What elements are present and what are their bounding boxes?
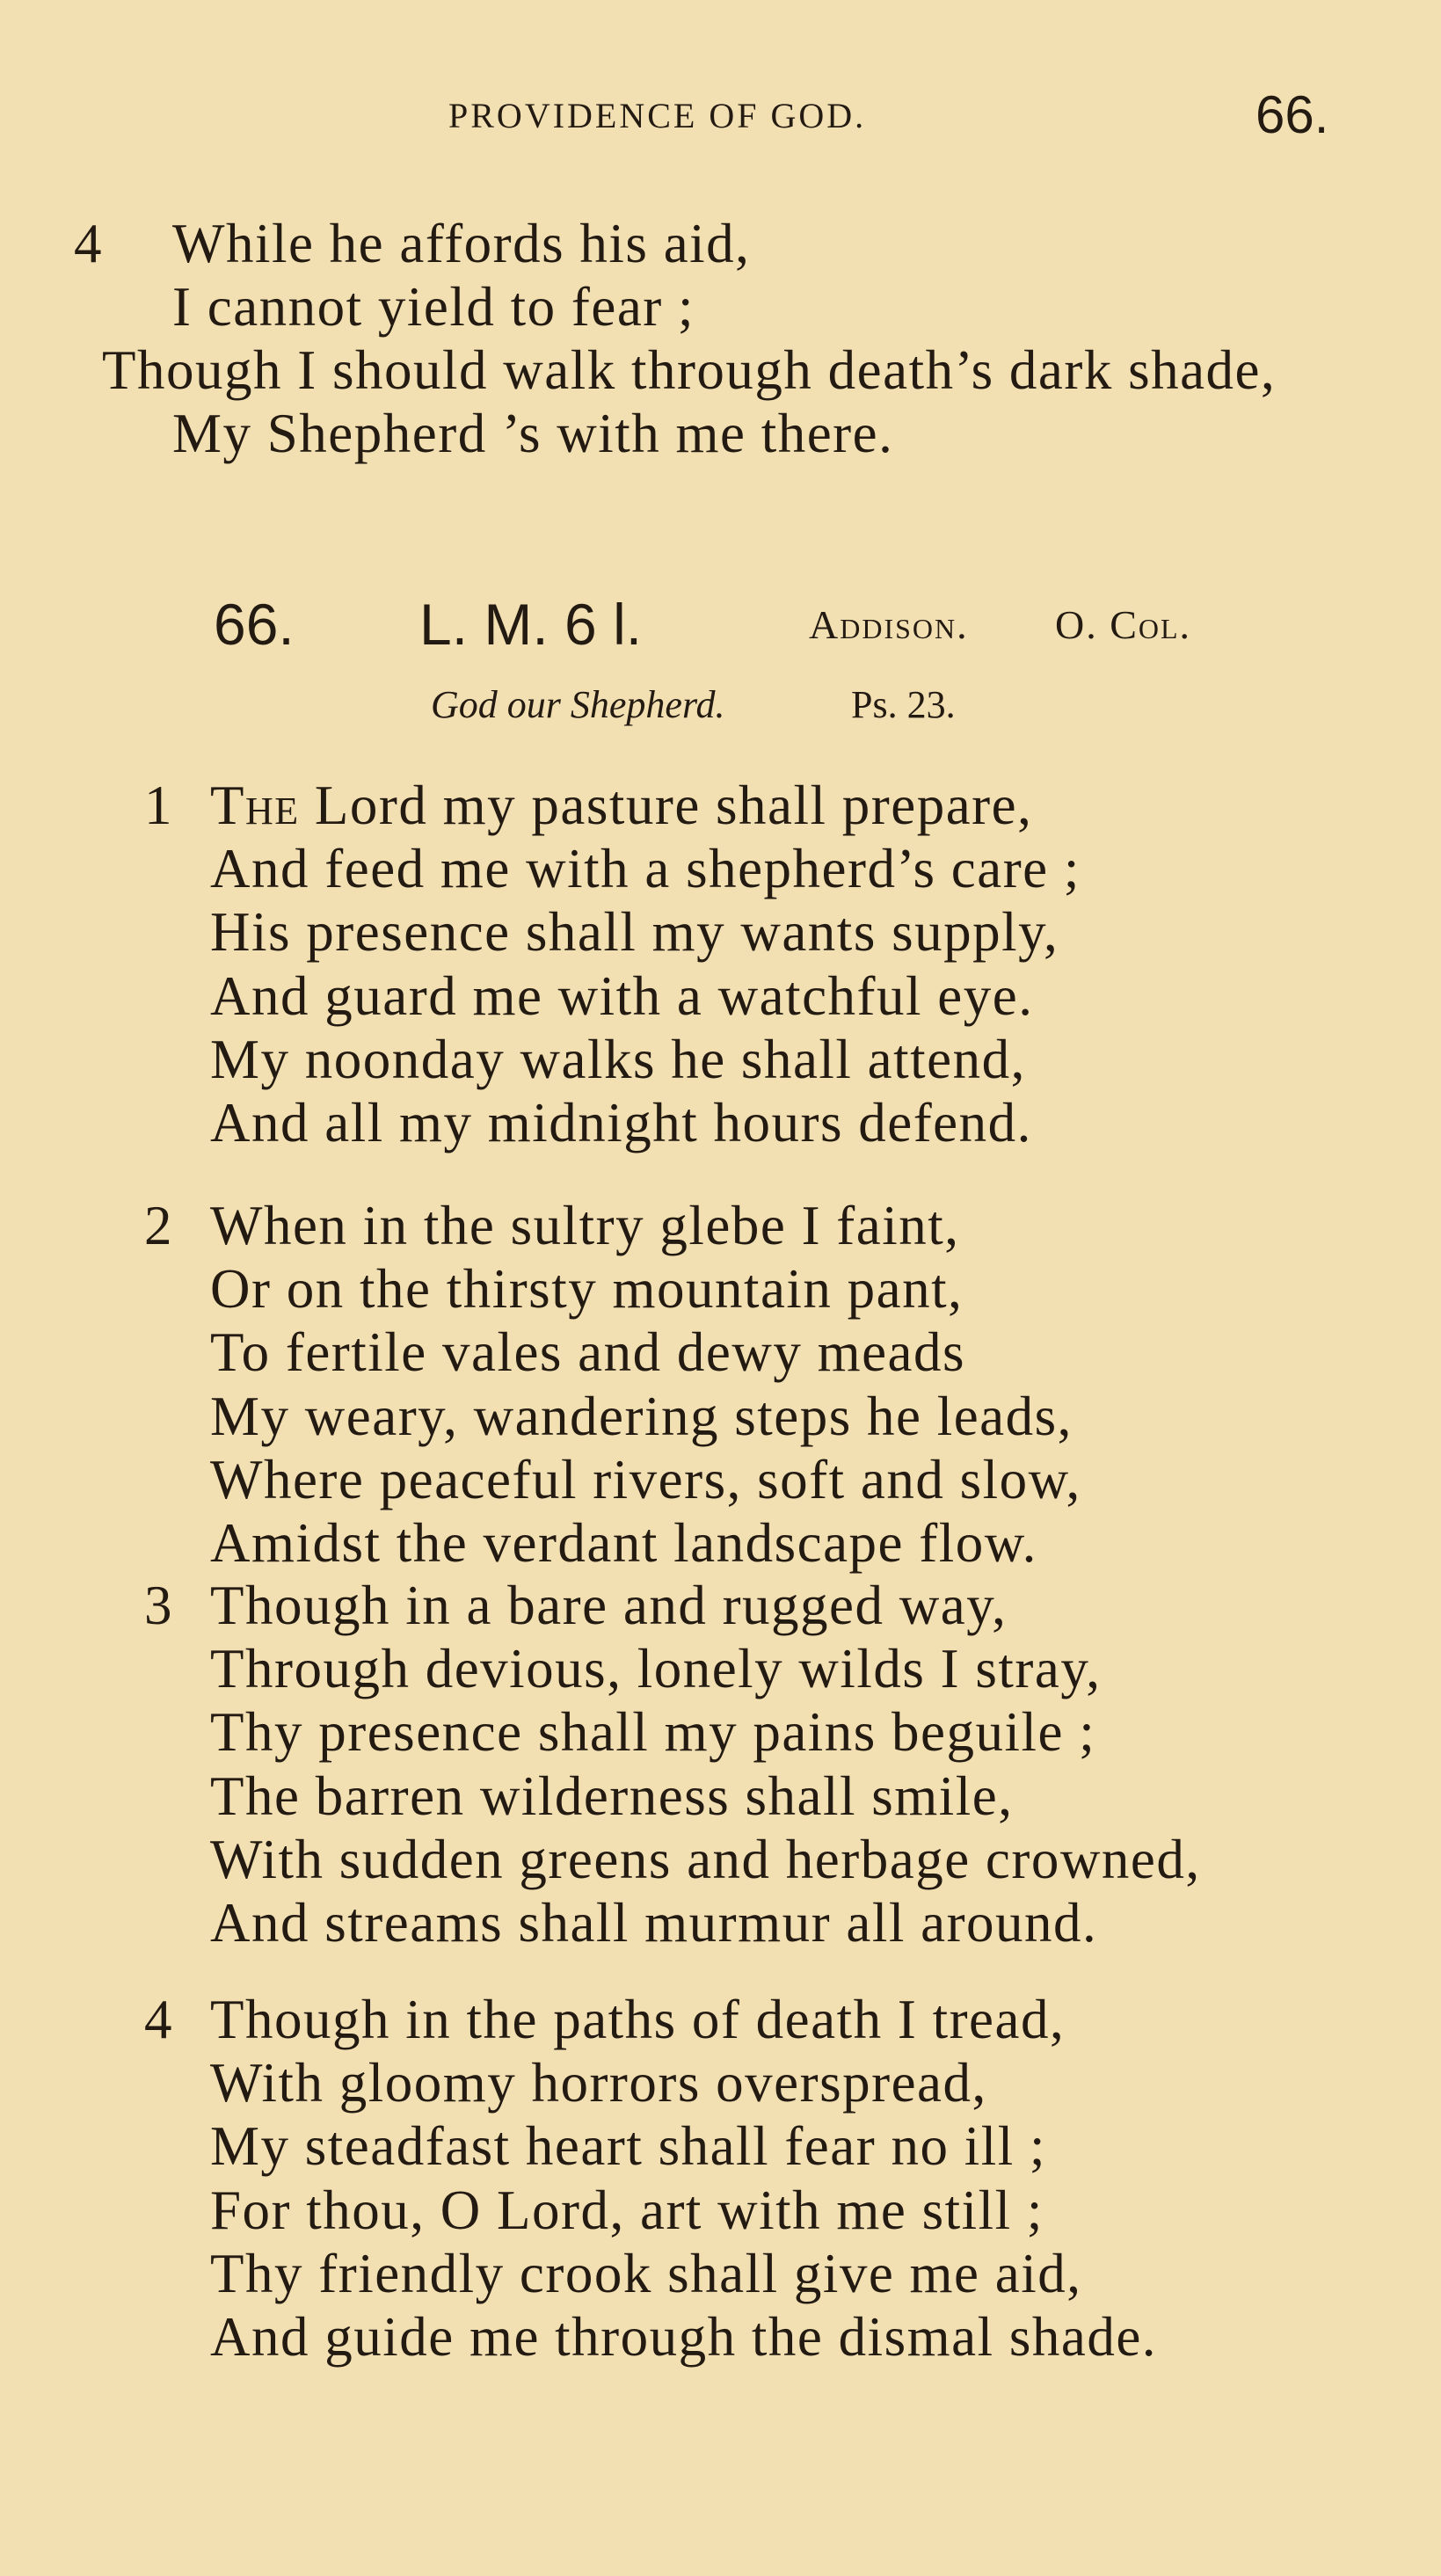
- stanza-line: And all my midnight hours defend.: [210, 1092, 1032, 1153]
- hymn-collection: O. Col.: [1055, 602, 1192, 647]
- verse-line: Though I should walk through death’s dark shade,: [102, 339, 1277, 401]
- stanza-line: With gloomy horrors overspread,: [210, 2052, 987, 2114]
- stanza-line: Through devious, lonely wilds I stray,: [210, 1638, 1102, 1700]
- stanza-number: 3: [144, 1575, 172, 1636]
- stanza-line: Though in a bare and rugged way,: [210, 1575, 1008, 1636]
- running-title: PROVIDENCE OF GOD.: [448, 96, 867, 135]
- stanza-line: Thy friendly crook shall give me aid,: [210, 2242, 1082, 2304]
- hymn-number: 66.: [214, 592, 295, 657]
- stanza-line: And streams shall murmur all around.: [210, 1892, 1098, 1954]
- stanza-line: And guard me with a watchful eye.: [210, 964, 1034, 1027]
- verse-line: While he affords his aid,: [172, 213, 751, 274]
- page-number: 66.: [1255, 85, 1329, 144]
- stanza-line: And feed me with a shepherd’s care ;: [210, 838, 1081, 900]
- hymn-author: Addison.: [809, 602, 969, 647]
- hymn-title: God our Shepherd.: [431, 683, 725, 726]
- stanza-line: [210, 774, 1032, 837]
- verse-number: 4: [74, 213, 102, 274]
- stanza-line: Amidst the verdant landscape flow.: [210, 1512, 1037, 1574]
- stanza-line: When in the sultry glebe I faint,: [210, 1195, 960, 1256]
- stanza-line: Thy presence shall my pains beguile ;: [210, 1701, 1096, 1764]
- verse-line: My Shepherd ’s with me there.: [172, 403, 894, 464]
- hymn-meter: L. M. 6 l.: [419, 592, 643, 657]
- stanza-line: With sudden greens and herbage crowned,: [210, 1828, 1201, 1890]
- stanza-first-word: The: [210, 775, 300, 836]
- stanza-line: Though in the paths of death I tread,: [210, 1989, 1066, 2050]
- stanza-number: 4: [144, 1989, 172, 2050]
- stanza-line: Where peaceful rivers, soft and slow,: [210, 1448, 1081, 1510]
- stanza-line: To fertile vales and dewy meads: [210, 1321, 966, 1384]
- stanza-line: My noonday walks he shall attend,: [210, 1028, 1026, 1090]
- verse-line: I cannot yield to fear ;: [172, 276, 695, 338]
- stanza-number: 2: [144, 1195, 172, 1256]
- stanza-line: Or on the thirsty mountain pant,: [210, 1258, 964, 1321]
- stanza-line: And guide me through the dismal shade.: [210, 2306, 1158, 2368]
- stanza-line: My steadfast heart shall fear no ill ;: [210, 2115, 1046, 2178]
- stanza-number: 1: [144, 775, 172, 836]
- stanza-line: His presence shall my wants supply,: [210, 901, 1059, 964]
- stanza-line: The barren wilderness shall smile,: [210, 1765, 1014, 1827]
- stanza-line-text: Lord my pasture shall prepare,: [299, 775, 1033, 836]
- scripture-reference: Ps. 23.: [851, 683, 956, 726]
- stanza-line: My weary, wandering steps he leads,: [210, 1385, 1073, 1447]
- stanza-line: For thou, O Lord, art with me still ;: [210, 2179, 1044, 2241]
